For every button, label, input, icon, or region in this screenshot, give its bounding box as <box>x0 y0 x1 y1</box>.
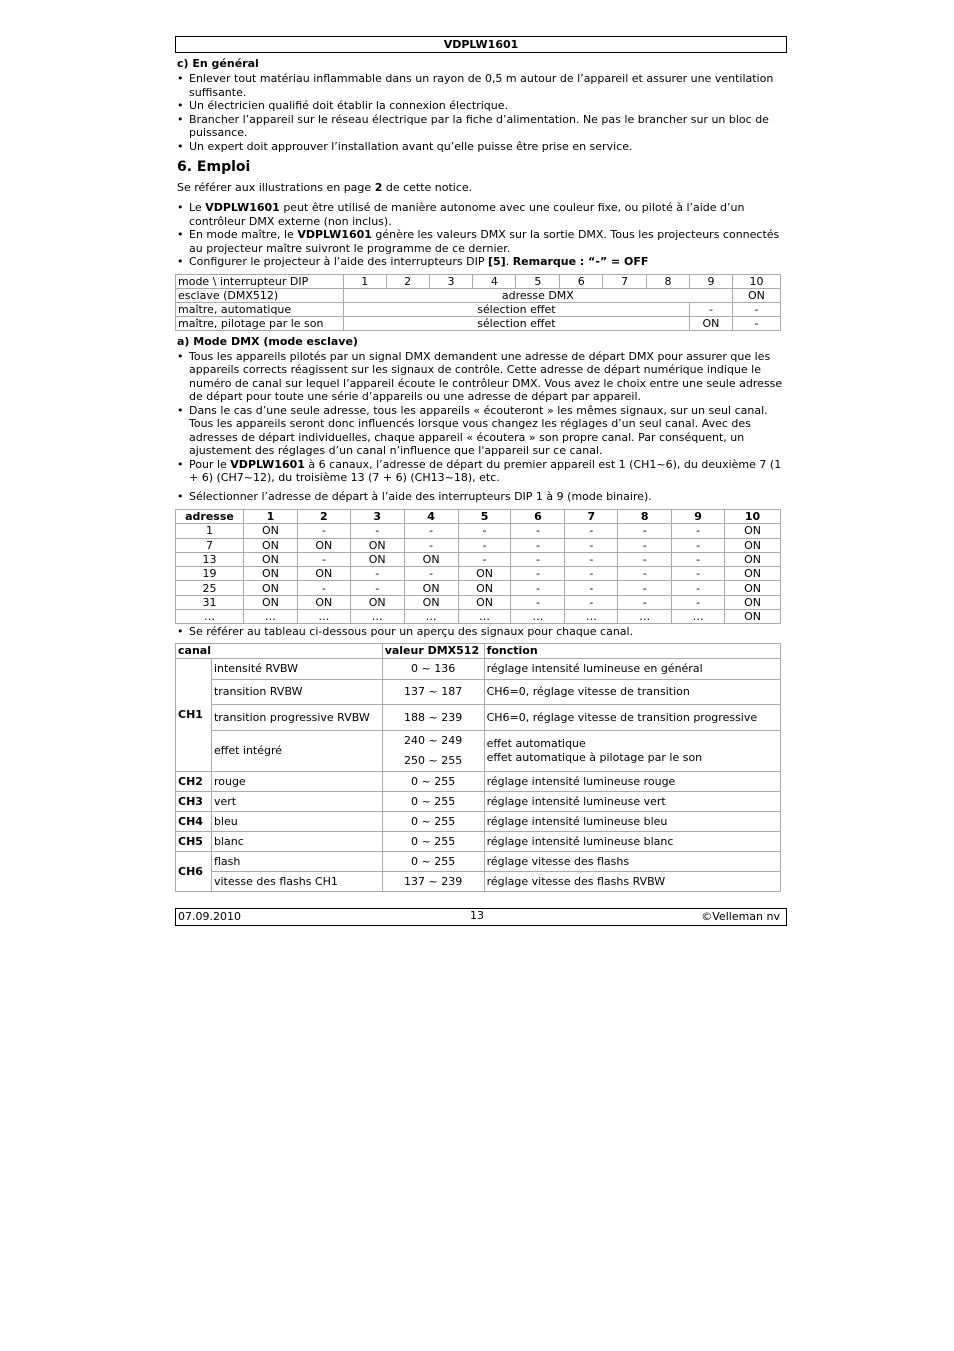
table-row: transition progressive RVBW 188 ~ 239 CH6=0, réglage vitesse de transition progressive <box>176 704 781 730</box>
table-cell: ON <box>725 567 781 581</box>
table-cell: - <box>565 552 618 566</box>
table-row: CH4 bleu 0 ~ 255 réglage intensité lumineuse bleu <box>176 811 781 831</box>
table-cell: - <box>565 524 618 538</box>
table-cell: - <box>672 524 725 538</box>
list-item: • Tous les appareils pilotés par un signal DMX demandent une adresse de départ DMX pour assurer que les appareils corrects réagissent sur les signaux de contrôle. Cette adresse de départ numérique indique le numéro de canal sur lequel l’appareil écoute le contrôleur DMX. Vous avez le choix entre une seule adresse de départ pour toute une série d’appareils ou une adresse de départ par appareil. <box>175 350 787 404</box>
table-cell: - <box>672 552 725 566</box>
address-table-body <box>176 524 781 624</box>
list-item: • Brancher l’appareil sur le réseau électrique par la fiche d’alimentation. Ne pas le brancher sur un bloc de puissance. <box>175 113 787 140</box>
table-cell: 25 <box>176 581 244 595</box>
table-cell: ON <box>243 567 297 581</box>
table-row: CH1 intensité RVBW 0 ~ 136 réglage intensité lumineuse en général <box>176 658 781 679</box>
table-cell: - <box>297 552 350 566</box>
table-row: maître, pilotage par le son sélection effet ON - <box>176 316 781 330</box>
table-cell: ON <box>725 552 781 566</box>
table-row <box>176 595 781 609</box>
table-cell: - <box>618 581 672 595</box>
general-list <box>175 72 787 153</box>
table-row <box>176 610 781 624</box>
table-cell: 13 <box>176 552 244 566</box>
section-title: 6. Emploi <box>177 159 251 175</box>
table-cell: - <box>297 581 350 595</box>
table-cell: - <box>404 567 458 581</box>
table-header-row: mode \ interrupteur DIP 1 2 3 4 5 6 7 8 9 10 <box>176 274 781 288</box>
table-row: CH5 blanc 0 ~ 255 réglage intensité lumineuse blanc <box>176 831 781 851</box>
intro-paragraph: Se référer aux illustrations en page 2 de cette notice. <box>177 181 473 194</box>
table-cell: - <box>350 524 404 538</box>
channel-table <box>175 643 781 892</box>
table-cell: … <box>350 610 404 624</box>
table-cell: ON <box>725 610 781 624</box>
table-cell: - <box>511 567 565 581</box>
table-cell: ON <box>297 567 350 581</box>
table-cell: ON <box>404 581 458 595</box>
table-cell: - <box>404 524 458 538</box>
emploi-list <box>175 201 787 269</box>
footer-copyright: ©Velleman nv <box>701 910 780 923</box>
table-cell: ON <box>404 595 458 609</box>
table-cell: ON <box>350 552 404 566</box>
page-footer <box>175 908 787 926</box>
table-cell: 31 <box>176 595 244 609</box>
table-cell: - <box>618 538 672 552</box>
table-cell: - <box>565 538 618 552</box>
table-row: maître, automatique sélection effet - - <box>176 302 781 316</box>
table-cell: ON <box>297 538 350 552</box>
table-cell: ON <box>725 524 781 538</box>
table-row: CH3 vert 0 ~ 255 réglage intensité lumineuse vert <box>176 791 781 811</box>
table-cell: ON <box>243 538 297 552</box>
table-row <box>176 567 781 581</box>
table-row: esclave (DMX512) adresse DMX ON <box>176 288 781 302</box>
list-item: • Un électricien qualifié doit établir la connexion électrique. <box>175 99 787 113</box>
table-cell: … <box>404 610 458 624</box>
table-cell: … <box>297 610 350 624</box>
page-header: VDPLW1601 <box>175 36 787 53</box>
list-item: • Se référer au tableau ci-dessous pour un aperçu des signaux pour chaque canal. <box>175 625 787 639</box>
table-cell: ON <box>404 552 458 566</box>
table-cell: - <box>565 567 618 581</box>
table-cell: ON <box>243 552 297 566</box>
table-cell: - <box>511 581 565 595</box>
table-row: CH2 rouge 0 ~ 255 réglage intensité lumineuse rouge <box>176 771 781 791</box>
table-header-row: canal valeur DMX512 fonction <box>176 643 781 658</box>
document-page <box>175 36 787 892</box>
table-cell: … <box>618 610 672 624</box>
list-item: • En mode maître, le VDPLW1601 génère les valeurs DMX sur la sortie DMX. Tous les projecteurs connectés au projecteur maître suivront le programme de ce dernier. <box>175 228 787 255</box>
table-cell: - <box>511 538 565 552</box>
dip-mode-table <box>175 274 781 331</box>
table-cell: ON <box>243 595 297 609</box>
table-cell: - <box>511 524 565 538</box>
general-heading: c) En général <box>177 57 259 70</box>
table-cell: - <box>618 595 672 609</box>
table-cell: - <box>404 538 458 552</box>
table-cell: … <box>176 610 244 624</box>
list-item: • Dans le cas d’une seule adresse, tous les appareils « écouteront » les mêmes signaux, sur un seul canal. Tous les appareils seront donc influencés lorsque vous changez les réglages d’un seul canal. Avec des adresses de départ individuelles, chaque appareil « écoutera » son propre canal. Par conséquent, un ajustement des réglages d’un canal n’influence que l'appareil sur ce canal. <box>175 404 787 458</box>
table-cell: 19 <box>176 567 244 581</box>
dmx-list <box>175 350 787 504</box>
table-cell: - <box>350 567 404 581</box>
list-item: • Sélectionner l’adresse de départ à l’aide des interrupteurs DIP 1 à 9 (mode binaire). <box>175 490 787 504</box>
table-cell: 7 <box>176 538 244 552</box>
table-cell: - <box>458 552 511 566</box>
table-cell: ON <box>725 538 781 552</box>
table-row: CH6 flash 0 ~ 255 réglage vitesse des flashs <box>176 851 781 871</box>
table-cell: … <box>458 610 511 624</box>
table-cell: - <box>672 595 725 609</box>
table-cell: ON <box>243 581 297 595</box>
table-cell: … <box>511 610 565 624</box>
table-cell: - <box>511 552 565 566</box>
table-cell: - <box>511 595 565 609</box>
table-cell: - <box>672 581 725 595</box>
table-cell: ON <box>243 524 297 538</box>
table-cell: - <box>618 524 672 538</box>
table-row <box>176 552 781 566</box>
dmx-heading: a) Mode DMX (mode esclave) <box>177 334 358 348</box>
list-item: • Pour le VDPLW1601 à 6 canaux, l’adresse de départ du premier appareil est 1 (CH1~6), du deuxième 7 (1 + 6) (CH7~12), du troisième 13 (7 + 6) (CH13~18), etc. <box>175 458 787 485</box>
table-row: effet intégré 240 ~ 249 250 ~ 255 effet automatique effet automatique à pilotage par le son <box>176 730 781 771</box>
table-cell: ON <box>350 538 404 552</box>
table-cell: - <box>618 567 672 581</box>
list-item: • Le VDPLW1601 peut être utilisé de manière autonome avec une couleur fixe, ou piloté à l’aide d’un contrôleur DMX externe (non inclus). <box>175 201 787 228</box>
table-cell: ON <box>725 595 781 609</box>
table-cell: … <box>243 610 297 624</box>
canal-note-list <box>175 625 787 639</box>
table-cell: - <box>672 567 725 581</box>
table-cell: - <box>297 524 350 538</box>
table-cell: - <box>618 552 672 566</box>
address-table <box>175 509 781 624</box>
table-row <box>176 524 781 538</box>
table-cell: ON <box>297 595 350 609</box>
table-cell: ON <box>350 595 404 609</box>
table-row: vitesse des flashs CH1 137 ~ 239 réglage vitesse des flashs RVBW <box>176 871 781 891</box>
table-row <box>176 581 781 595</box>
table-cell: ON <box>458 567 511 581</box>
table-row <box>176 538 781 552</box>
table-cell: - <box>565 581 618 595</box>
page-number: 13 <box>470 909 484 922</box>
table-row: transition RVBW 137 ~ 187 CH6=0, réglage vitesse de transition <box>176 679 781 704</box>
table-cell: ON <box>458 595 511 609</box>
table-cell: … <box>672 610 725 624</box>
table-cell: … <box>565 610 618 624</box>
table-cell: - <box>350 581 404 595</box>
table-cell: - <box>565 595 618 609</box>
list-item: • Un expert doit approuver l’installation avant qu’elle puisse être prise en service. <box>175 140 787 154</box>
table-header-row: adresse 1 2 3 4 5 6 7 8 9 10 <box>176 510 781 524</box>
list-item: • Configurer le projecteur à l’aide des interrupteurs DIP [5]. Remarque : “-” = OFF <box>175 255 787 269</box>
table-cell: - <box>458 538 511 552</box>
table-cell: - <box>672 538 725 552</box>
list-item: • Enlever tout matériau inflammable dans un rayon de 0,5 m autour de l’appareil et assurer une ventilation suffisante. <box>175 72 787 99</box>
table-cell: ON <box>458 581 511 595</box>
footer-date: 07.09.2010 <box>178 910 241 923</box>
table-cell: ON <box>725 581 781 595</box>
table-cell: - <box>458 524 511 538</box>
table-cell: 1 <box>176 524 244 538</box>
